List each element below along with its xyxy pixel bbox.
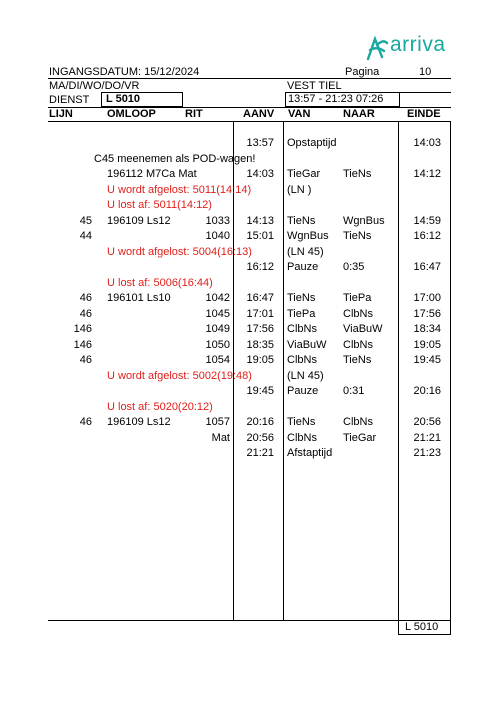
cell-einde: 16:12 bbox=[413, 230, 441, 242]
cell-aanv: 20:16 bbox=[246, 416, 274, 428]
separator-einde bbox=[398, 121, 399, 620]
cell-naar: 0:35 bbox=[343, 261, 365, 273]
cell-rit: 1057 bbox=[205, 416, 230, 428]
cell-lijn: 146 bbox=[73, 323, 92, 335]
cell-naar: ClbNs bbox=[343, 307, 373, 320]
cell-rit: 1033 bbox=[205, 214, 230, 227]
dienst-box bbox=[101, 92, 183, 107]
relief-note: U lost af: 5020(20:12) bbox=[107, 400, 213, 413]
cell-naar: TieNs bbox=[343, 354, 372, 366]
column-header-rule bbox=[48, 121, 451, 122]
cell-lijn: 45 bbox=[79, 214, 92, 227]
instruction-note: C45 meenemen als POD-wagen! bbox=[94, 152, 256, 165]
cell-aanv: 15:01 bbox=[246, 230, 274, 242]
cell-rit: Mat bbox=[211, 431, 230, 444]
cell-naar: ClbNs bbox=[343, 416, 373, 428]
cell-van: Pauze bbox=[287, 261, 319, 273]
cell-einde: 17:56 bbox=[413, 307, 441, 320]
cell-omloop: 196109 Ls12 bbox=[107, 214, 171, 227]
cell-einde: 16:47 bbox=[413, 261, 441, 273]
cell-lijn: 46 bbox=[79, 307, 92, 320]
cell-rit: 1045 bbox=[205, 307, 230, 320]
footer-rule bbox=[48, 620, 451, 621]
cell-van: Afstaptijd bbox=[287, 447, 333, 459]
cell-omloop: 196101 Ls10 bbox=[107, 292, 171, 304]
cell-einde: 14:03 bbox=[413, 137, 441, 149]
time-range-box bbox=[285, 92, 400, 107]
cell-naar: 0:31 bbox=[343, 385, 365, 397]
cell-naar: WgnBus bbox=[343, 214, 385, 227]
cell-aanv: 14:03 bbox=[246, 168, 274, 180]
pagina-label: Pagina bbox=[345, 66, 380, 78]
cell-aanv: 21:21 bbox=[246, 447, 274, 459]
cell-van: TieNs bbox=[287, 292, 316, 304]
col-aanv: AANV bbox=[243, 108, 275, 120]
col-lijn: LIJN bbox=[49, 108, 73, 120]
cell-van: ClbNs bbox=[287, 323, 317, 335]
footer-dienst-value: L 5010 bbox=[405, 621, 439, 633]
col-rit: RIT bbox=[185, 108, 203, 120]
cell-van: (LN 45) bbox=[287, 245, 324, 258]
cell-rit: 1050 bbox=[205, 338, 230, 351]
cell-einde: 21:23 bbox=[413, 447, 441, 459]
cell-aanv: 17:56 bbox=[246, 323, 274, 335]
cell-lijn: 46 bbox=[79, 292, 92, 304]
cell-aanv: 16:12 bbox=[246, 261, 274, 273]
footer-dienst-box bbox=[398, 620, 451, 635]
cell-einde: 19:45 bbox=[413, 354, 441, 366]
cell-einde: 19:05 bbox=[413, 338, 441, 351]
cell-lijn: 44 bbox=[79, 230, 92, 242]
cell-omloop: 196112 M7Ca Mat bbox=[107, 168, 197, 180]
cell-van: ClbNs bbox=[287, 354, 317, 366]
cell-naar: TieNs bbox=[343, 168, 372, 180]
cell-van: TieNs bbox=[287, 214, 316, 227]
cell-lijn: 146 bbox=[73, 338, 92, 351]
time-range: 13:57 - 21:23 07:26 bbox=[288, 93, 384, 105]
arriva-swirl-icon bbox=[364, 33, 390, 63]
cell-van: (LN ) bbox=[287, 183, 312, 196]
cell-omloop: 196109 Ls12 bbox=[107, 416, 171, 428]
cell-rit: 1040 bbox=[205, 230, 230, 242]
separator-van bbox=[283, 121, 284, 620]
cell-rit: 1054 bbox=[205, 354, 230, 366]
ingangsdatum: INGANGSDATUM: 15/12/2024 bbox=[49, 66, 200, 78]
relief-note: U wordt afgelost: 5004(16:13) bbox=[107, 245, 252, 258]
cell-einde: 17:00 bbox=[413, 292, 441, 304]
relief-note: U lost af: 5006(16:44) bbox=[107, 276, 213, 289]
header-rule-1 bbox=[48, 78, 451, 79]
cell-aanv: 18:35 bbox=[246, 338, 274, 351]
cell-aanv: 13:57 bbox=[246, 137, 274, 149]
cell-van: Pauze bbox=[287, 385, 319, 397]
cell-naar: TieNs bbox=[343, 230, 372, 242]
days: MA/DI/WO/DO/VR bbox=[49, 80, 140, 92]
cell-van: TieNs bbox=[287, 416, 316, 428]
cell-aanv: 14:13 bbox=[246, 214, 274, 227]
cell-van: (LN 45) bbox=[287, 369, 324, 382]
location: VEST TIEL bbox=[287, 80, 342, 92]
cell-naar: ClbNs bbox=[343, 338, 373, 351]
cell-aanv: 20:56 bbox=[246, 431, 274, 444]
cell-einde: 18:34 bbox=[413, 323, 441, 335]
table-right-border bbox=[450, 121, 451, 620]
cell-van: ClbNs bbox=[287, 431, 317, 444]
cell-aanv: 16:47 bbox=[246, 292, 274, 304]
col-einde: EINDE bbox=[407, 108, 441, 120]
cell-van: TieGar bbox=[287, 168, 321, 180]
col-naar: NAAR bbox=[343, 108, 375, 120]
arriva-logo bbox=[364, 33, 460, 63]
dienst-label: DIENST bbox=[49, 94, 90, 106]
dienst-value: L 5010 bbox=[106, 93, 141, 105]
cell-einde: 21:21 bbox=[413, 431, 441, 444]
cell-van: Opstaptijd bbox=[287, 137, 337, 149]
col-van: VAN bbox=[288, 108, 311, 120]
cell-aanv: 19:05 bbox=[246, 354, 274, 366]
cell-rit: 1042 bbox=[205, 292, 230, 304]
cell-einde: 20:16 bbox=[413, 385, 441, 397]
cell-naar: TieGar bbox=[343, 431, 377, 444]
relief-note: U wordt afgelost: 5002(19:48) bbox=[107, 369, 252, 382]
relief-note: U lost af: 5011(14:12) bbox=[107, 199, 212, 211]
cell-van: WgnBus bbox=[287, 230, 329, 242]
cell-lijn: 46 bbox=[79, 354, 92, 366]
cell-naar: ViaBuW bbox=[343, 323, 383, 335]
cell-einde: 14:59 bbox=[413, 214, 441, 227]
relief-note: U wordt afgelost: 5011(14:14) bbox=[107, 183, 252, 196]
cell-aanv: 17:01 bbox=[246, 307, 274, 320]
cell-rit: 1049 bbox=[205, 323, 230, 335]
brand-name: arriva bbox=[390, 33, 446, 56]
cell-lijn: 46 bbox=[79, 416, 92, 428]
cell-van: TiePa bbox=[287, 307, 316, 320]
cell-van: ViaBuW bbox=[287, 338, 327, 351]
col-omloop: OMLOOP bbox=[107, 108, 156, 120]
cell-naar: TiePa bbox=[343, 292, 372, 304]
cell-aanv: 19:45 bbox=[246, 385, 274, 397]
cell-einde: 14:12 bbox=[413, 168, 441, 180]
cell-einde: 20:56 bbox=[413, 416, 441, 428]
pagina-value: 10 bbox=[419, 66, 432, 78]
